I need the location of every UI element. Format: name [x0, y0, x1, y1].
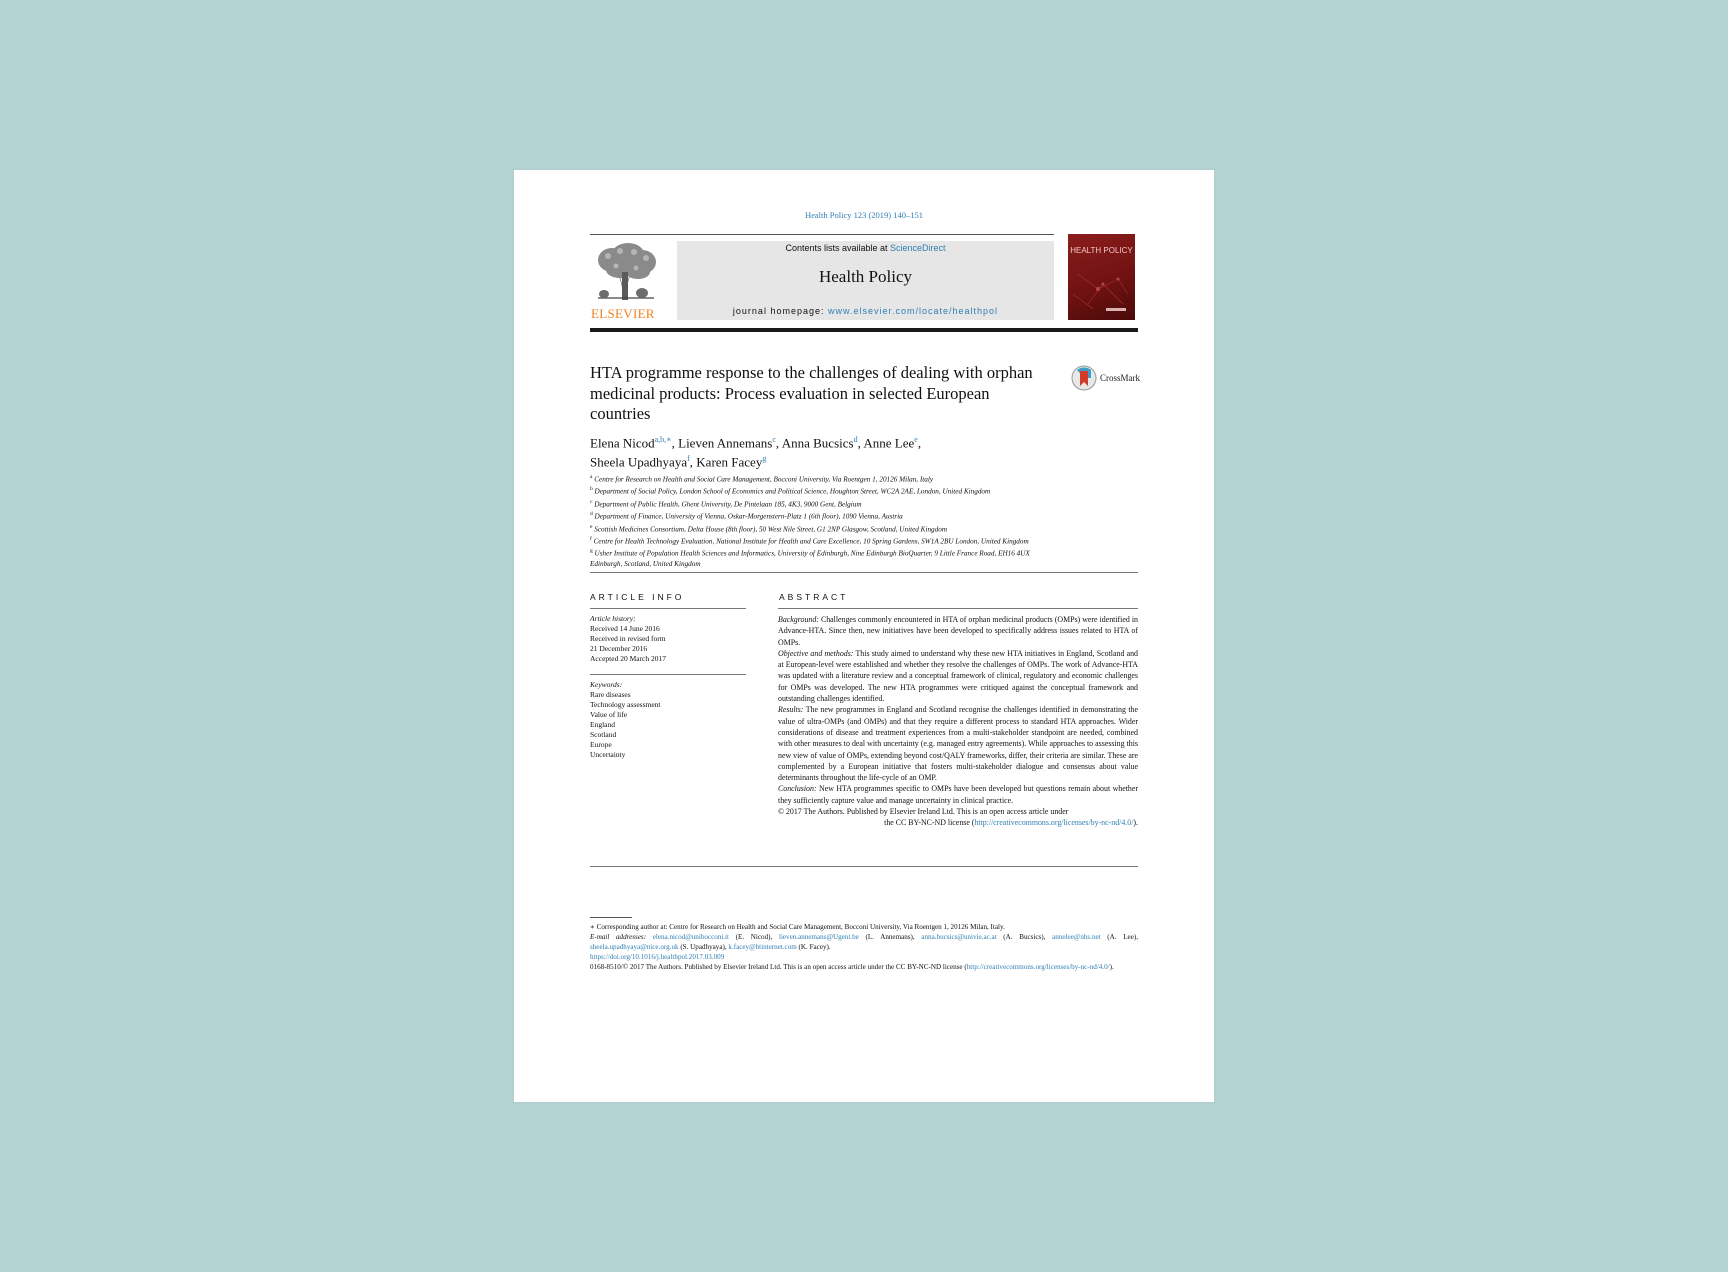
journal-citation[interactable]: Health Policy 123 (2019) 140–151 [804, 210, 924, 220]
journal-banner [677, 241, 1054, 320]
email-link[interactable]: k.facey@btinternet.com [728, 943, 797, 951]
author-separator: , [671, 435, 679, 451]
issn-text: 0168-8510/© 2017 The Authors. Published by Elsevier Ireland Ltd. This is an open access article under the CC BY-NC-ND license ( [590, 963, 967, 971]
email-owner: (A. Lee), [1100, 933, 1138, 941]
keyword-item: Scotland [590, 730, 617, 739]
article-history [590, 614, 750, 664]
author-name: Lieven Annemans [678, 435, 773, 451]
affiliation-list [590, 472, 1060, 569]
affiliation-divider [590, 572, 1138, 573]
keyword-item: Uncertainty [590, 750, 626, 759]
author-name: Sheela Upadhyaya [590, 454, 688, 470]
email-link[interactable]: elena.nicod@unibocconi.it [652, 933, 729, 941]
objective-text: This study aimed to understand why these new HTA initiatives in England, Scotland and at European-level were established and whether they resolve the challenges of OMPs. The work of Advance-HTA was updated with a literature review and a conceptual framework of clinical, regulatory and economic challenges for OMPs was developed. The new HTA programmes were critiqued against the conceptual framework and outstanding challenges identified. [778, 648, 1138, 704]
abstract-objective [778, 648, 1138, 704]
abstract-conclusion [778, 783, 1138, 806]
affiliation-item [590, 546, 1060, 568]
email-link[interactable]: annelee@nhs.net [1052, 933, 1101, 941]
email-label: E-mail addresses: [590, 933, 647, 941]
crossmark-label: CrossMark [1100, 373, 1140, 383]
masthead-top-rule [590, 234, 1054, 235]
homepage-link[interactable]: www.elsevier.com/locate/healthpol [827, 306, 999, 316]
article-info-divider [590, 608, 746, 609]
affiliation-key: g [590, 548, 593, 555]
crossmark-icon [1071, 365, 1097, 391]
affiliation-item [590, 497, 1060, 509]
issn-line [590, 962, 1138, 972]
author-affiliation-marker[interactable]: f [687, 454, 690, 464]
license-link[interactable]: http://creativecommons.org/licenses/by-nc-nd/4.0/ [974, 818, 1134, 828]
background-text: Challenges commonly encountered in HTA of orphan medicinal products (OMPs) were identified in Advance-HTA. Since then, new initiatives have been developed to specifically address issues related to HTA of OMPs. [778, 615, 1138, 647]
homepage-prefix: journal homepage: [732, 306, 828, 316]
history-entry: Received 14 June 2016 [590, 624, 660, 633]
affiliation-text: Department of Social Policy, London School of Economics and Political Science, Houghton Street, WC2A 2AE, London, United Kingdom [594, 487, 991, 496]
abstract-copyright [778, 806, 1138, 817]
affiliation-item [590, 472, 1060, 484]
footnote-divider [590, 917, 632, 918]
email-owner: (S. Upadhyaya), [678, 943, 729, 951]
journal-title: Health Policy [818, 267, 912, 286]
license-end: ). [1133, 818, 1138, 828]
results-text: The new programmes in England and Scotland recognise the challenges identified in demonstrating the value of ultra-OMPs (and OMPs) and that they require a different process to standard HTA approaches. Wider considerations of disease and treatment experiences from a multi-stakeholder standpoint are needed, combined with other measures to deal with uncertainty (e.g. managed entry agreements). While approaches to assessing this new view of value of OMPs, extending beyond cost/QALY frameworks, differ, their criteria are similar. These are complemented by a European initiative that fosters multi-stakeholder dialogue and consensus about value determinants throughout the life-cycle of an OMP. [778, 705, 1138, 783]
affiliation-item [590, 522, 1060, 534]
affiliation-key: b [590, 486, 593, 493]
objective-label: Objective and methods: [778, 648, 854, 658]
author-affiliation-marker[interactable]: a,b,∗ [654, 435, 672, 444]
keyword-item: Europe [590, 740, 612, 749]
abstract-results [778, 704, 1138, 783]
affiliation-item [590, 534, 1060, 546]
doi-line [590, 952, 1138, 962]
affiliation-key: e [590, 523, 593, 530]
email-link[interactable]: sheela.upadhyaya@nice.org.uk [590, 943, 679, 951]
author-separator: , [689, 454, 697, 470]
elsevier-wordmark: ELSEVIER [591, 306, 655, 321]
affiliation-text: Centre for Health Technology Evaluation, National Institute for Health and Care Excellence, 10 Spring Gardens, SW1A 2BU London, United Kingdom [593, 537, 1029, 546]
abstract-body [778, 614, 1138, 829]
crossmark-badge[interactable] [1071, 365, 1151, 393]
abstract-license [778, 817, 1138, 828]
email-addresses [590, 932, 1138, 952]
author-separator: , [775, 435, 782, 451]
author-affiliation-marker[interactable]: e [914, 435, 918, 444]
issn-license-link[interactable]: http://creativecommons.org/licenses/by-nc-nd/4.0/ [966, 963, 1110, 971]
abstract-divider [778, 608, 1138, 609]
cover-title: HEALTH POLICY [1070, 246, 1133, 255]
author-name: Anne Lee [863, 435, 915, 451]
journal-homepage [677, 306, 1054, 316]
affiliation-text: Department of Finance, University of Vienna, Oskar-Morgenstern-Platz 1 (6th floor), 1090 Vienna, Austria [594, 512, 903, 521]
affiliation-key: c [590, 498, 593, 505]
affiliation-text: Usher Institute of Population Health Sciences and Informatics, University of Edinburgh, Nine Edinburgh BioQuarter, 9 Little France Road, EH16 4UX Edinburgh, Scotland, United Kingdom [590, 549, 1030, 568]
abstract-background [778, 614, 1138, 648]
email-link[interactable]: anna.bucsics@univie.ac.at [921, 933, 997, 941]
abstract-heading: ABSTRACT [779, 592, 849, 602]
history-entry: 21 December 2016 [590, 644, 648, 653]
affiliation-item [590, 484, 1060, 496]
results-label: Results: [778, 705, 804, 715]
author-affiliation-marker[interactable]: g [762, 454, 767, 464]
author-affiliation-marker[interactable]: d [853, 435, 858, 444]
affiliation-item [590, 509, 1060, 521]
author-separator: , [917, 435, 922, 451]
author-name: Anna Bucsics [781, 435, 854, 451]
affiliation-text: Scottish Medicines Consortium, Delta House (8th floor), 50 West Nile Street, G1 2NP Glasgow, Scotland, United Kingdom [594, 524, 948, 533]
history-label: Article history: [590, 614, 636, 623]
author-separator: , [857, 435, 864, 451]
email-owner: (L. Annemans), [858, 933, 922, 941]
article-title: HTA programme response to the challenges of dealing with orphan medicinal products: Process evaluation in selected European countries [590, 363, 1033, 423]
keyword-item: Rare diseases [590, 690, 631, 699]
journal-cover-thumbnail [1068, 234, 1135, 320]
email-owner: (A. Bucsics), [996, 933, 1053, 941]
keywords-label: Keywords: [590, 680, 623, 689]
keyword-item: Technology assessment [590, 700, 661, 709]
background-label: Background: [778, 615, 819, 624]
license-text: the CC BY-NC-ND license ( [884, 818, 975, 828]
keyword-item: England [590, 720, 615, 729]
journal-masthead [590, 234, 1138, 330]
author-name: Karen Facey [696, 454, 763, 470]
email-owner: (E. Nicod), [729, 933, 779, 941]
keyword-item: Value of life [590, 710, 628, 719]
history-entry: Received in revised form [590, 634, 666, 643]
affiliation-key: d [590, 511, 593, 518]
abstract-end-divider [590, 866, 1138, 867]
keywords-divider [590, 674, 746, 675]
email-link[interactable]: lieven.annemans@Ugent.be [778, 933, 859, 941]
author-affiliation-marker[interactable]: c [772, 435, 776, 444]
masthead-bottom-rule [590, 328, 1138, 332]
contents-availability [677, 243, 1054, 253]
corresponding-author-note: ∗ Corresponding author at: Centre for Research on Health and Social Care Management, Bocconi University, Via Roentgen 1, 20126 Milan, Italy. [590, 923, 1005, 931]
author-name: Elena Nicod [590, 435, 655, 451]
footnotes [590, 922, 1138, 972]
article-page [514, 170, 1214, 1102]
issn-end: ). [1109, 963, 1114, 971]
affiliation-key: a [590, 474, 593, 480]
copyright-text: © 2017 The Authors. Published by Elsevier Ireland Ltd. This is an open access article under [778, 807, 1069, 817]
conclusion-label: Conclusion: [778, 784, 817, 794]
affiliation-key: f [590, 535, 592, 542]
email-owner: (K. Facey). [796, 943, 831, 951]
history-entry: Accepted 20 March 2017 [590, 654, 667, 663]
sciencedirect-link[interactable]: ScienceDirect [890, 243, 946, 253]
doi-link[interactable]: https://doi.org/10.1016/j.healthpol.2017.03.009 [590, 953, 725, 961]
keywords-list [590, 680, 750, 760]
contents-prefix: Contents lists available at [785, 243, 891, 253]
conclusion-text: New HTA programmes specific to OMPs have been developed but questions remain about whether they sufficiently capture value and manage uncertainty in clinical practice. [778, 784, 1138, 805]
affiliation-text: Department of Public Health, Ghent University, De Pintelaan 185, 4K3, 9000 Gent, Belgium [594, 500, 862, 509]
article-info-heading: ARTICLE INFO [590, 592, 685, 602]
author-list [590, 432, 1060, 471]
affiliation-text: Centre for Research on Health and Social Care Management, Bocconi University, Via Roentgen 1, 20126 Milan, Italy [594, 475, 934, 484]
